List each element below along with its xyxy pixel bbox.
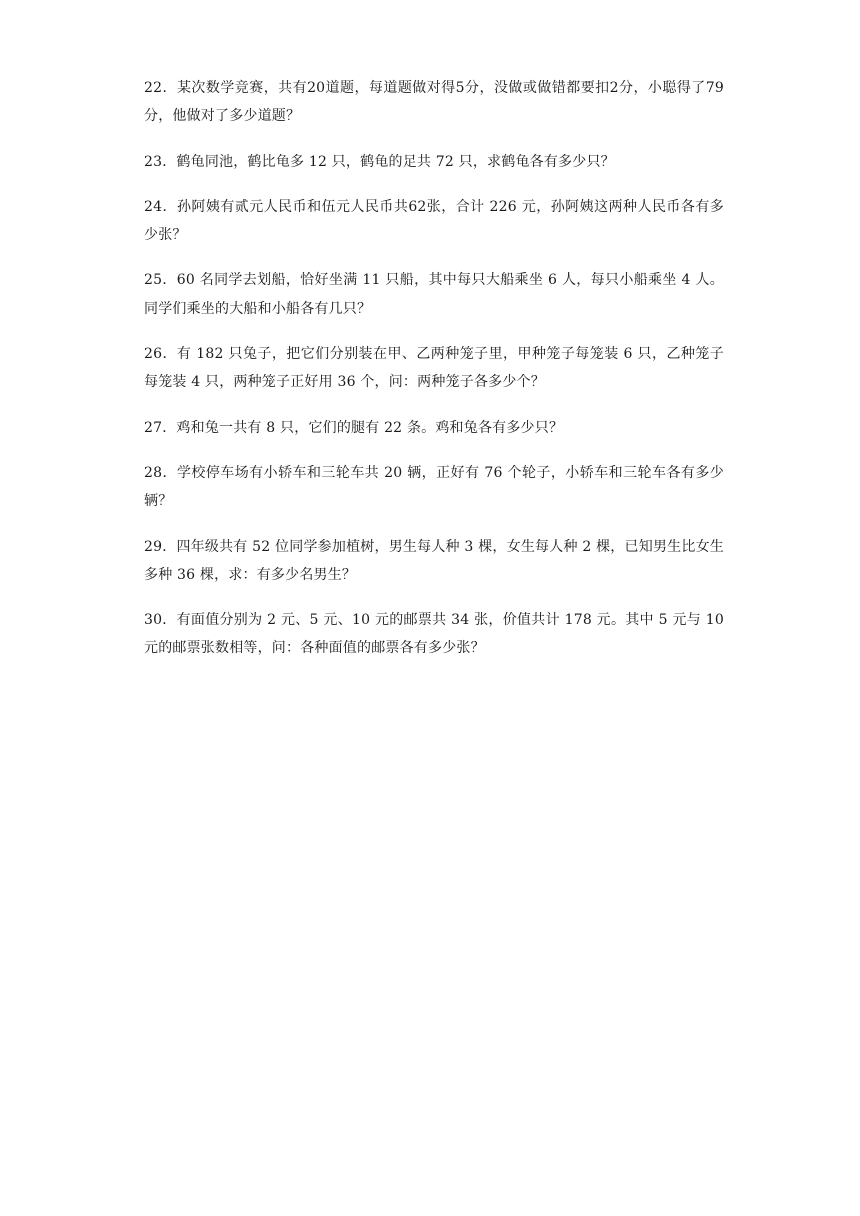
problem-text: 有 182 只兔子，把它们分别装在甲、乙两种笼子里，甲种笼子每笼装 6 只，乙种笼子每笼装 4 只，两种笼子正好用 36 个，问：两种笼子各多少个？ <box>144 346 724 391</box>
problem-text: 某次数学竞赛，共有20道题，每道题做对得5分，没做或做错都要扣2分，小聪得了79分，他做对了多少道题？ <box>144 80 724 125</box>
problem-number: 30． <box>144 612 177 629</box>
problem-27 <box>144 414 724 442</box>
problem-28 <box>144 459 724 516</box>
problem-number: 22． <box>144 80 177 96</box>
problem-number: 25． <box>144 272 177 289</box>
problem-number: 29． <box>144 538 177 555</box>
problem-29 <box>144 533 724 590</box>
problem-number: 28． <box>144 464 177 481</box>
problem-text: 鸡和兔一共有 8 只，它们的腿有 22 条。鸡和兔各有多少只？ <box>176 419 564 436</box>
problem-number: 26． <box>144 346 177 363</box>
problem-22 <box>144 74 724 131</box>
problem-23 <box>144 148 724 176</box>
problem-26 <box>144 340 724 397</box>
problem-text: 四年级共有 52 位同学参加植树，男生每人种 3 棵，女生每人种 2 棵，已知男生比女生多种 36 棵，求：有多少名男生？ <box>144 538 724 583</box>
problem-text: 鹤龟同池，鹤比龟多 12 只，鹤龟的足共 72 只，求鹤龟各有多少只？ <box>176 153 615 170</box>
problem-number: 27． <box>144 419 177 436</box>
problem-25 <box>144 266 724 323</box>
problem-text: 学校停车场有小轿车和三轮车共 20 辆，正好有 76 个轮子，小轿车和三轮车各有多少辆？ <box>144 464 724 510</box>
problem-text: 有面值分别为 2 元、5 元、10 元的邮票共 34 张，价值共计 178 元。其中 5 元与 10 元的邮票张数相等，问：各种面值的邮票各有多少张？ <box>144 612 724 657</box>
problem-number: 24． <box>144 198 177 215</box>
problem-24 <box>144 193 724 250</box>
problem-text: 60 名同学去划船，恰好坐满 11 只船，其中每只大船乘坐 6 人，每只小船乘坐 4 人。同学们乘坐的大船和小船各有几只？ <box>144 272 724 317</box>
problem-text: 孙阿姨有贰元人民币和伍元人民币共62张，合计 226 元，孙阿姨这两种人民币各有多少张？ <box>144 198 724 244</box>
problem-30 <box>144 606 724 663</box>
problem-list <box>144 74 724 680</box>
problem-number: 23． <box>144 153 177 170</box>
